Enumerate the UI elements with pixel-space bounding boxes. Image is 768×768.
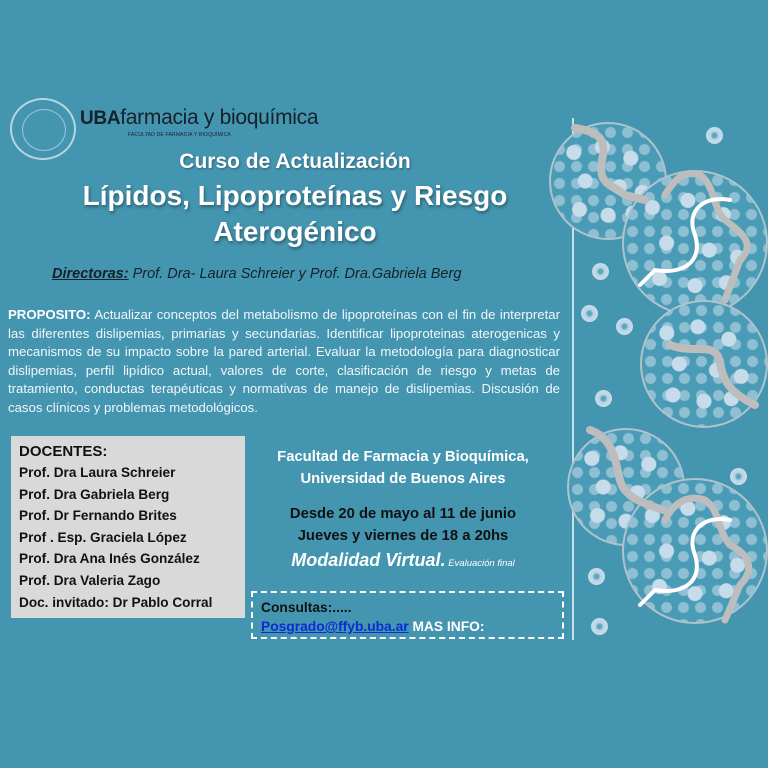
course-title: Lípidos, Lipoproteínas y Riesgo Aterogénico — [82, 180, 508, 247]
blood-cell-icon — [706, 127, 723, 144]
course-type: Curso de Actualización — [179, 150, 411, 173]
blood-cell-icon — [592, 263, 609, 280]
faculty-logo: UBAfarmacia y bioquímica — [80, 106, 319, 129]
cell-cluster-icon — [622, 170, 768, 316]
docente-item: Prof. Dr Fernando Brites — [19, 508, 177, 524]
purpose-paragraph: PROPOSITO: Actualizar conceptos del metabolismo de lipoproteínas con el fin de interpretar las diferentes dislipemias, primarias y secundarias. Identificar lipoproteinas aterogenicas y mecanismos de su impacto sobre la pared arterial. Evaluar la metodología para diagnosticar dislipemias, perfil lipídico actual, valores de corte, clasificación de riesgo y metas de tratamiento, conductas terapéuticas y normativas de manejo de dislipemias. Discusión de casos clínicos y problemas metodológicos. — [8, 307, 560, 415]
docente-item: Prof. Dra Ana Inés González — [19, 551, 200, 567]
docente-item: Prof. Dra Laura Schreier — [19, 465, 176, 480]
modality: Modalidad Virtual. Evaluación final — [291, 550, 515, 570]
blood-cell-icon — [591, 618, 608, 635]
faculty-logo-subtitle: FACULTAD DE FARMACIA Y BIOQUÍMICA — [128, 132, 231, 138]
contact-label: Consultas:..... — [261, 600, 352, 615]
cell-cluster-icon — [640, 300, 768, 428]
venue: Facultad de Farmacia y Bioquímica, Universidad de Buenos Aires — [277, 449, 529, 487]
docentes-heading: DOCENTES: — [19, 443, 108, 460]
blood-cell-icon — [616, 318, 633, 335]
blood-cell-icon — [581, 305, 598, 322]
docente-item: Prof. Dra Gabriela Berg — [19, 486, 170, 502]
blood-cell-icon — [730, 468, 747, 485]
docente-item: Prof . Esp. Graciela López — [19, 529, 187, 545]
contact-box — [251, 591, 564, 639]
blood-cell-icon — [588, 568, 605, 585]
cell-cluster-icon — [622, 478, 768, 624]
blood-cell-icon — [595, 390, 612, 407]
more-info-label: MAS INFO: — [408, 619, 485, 634]
contact-email-link[interactable]: Posgrado@ffyb.uba.ar — [261, 619, 409, 634]
docentes-box — [11, 436, 245, 618]
date-range: Desde 20 de mayo al 11 de junio — [289, 506, 517, 522]
docente-item: Doc. invitado: Dr Pablo Corral — [19, 594, 213, 610]
weekly-hours: Jueves y viernes de 18 a 20hs — [297, 528, 509, 544]
purpose-label: PROPOSITO: — [8, 307, 91, 322]
docente-item: Prof. Dra Valeria Zago — [19, 572, 161, 588]
directors-line: Directoras: Prof. Dra- Laura Schreier y Prof. Dra.Gabriela Berg — [52, 266, 462, 282]
schedule — [248, 503, 558, 547]
